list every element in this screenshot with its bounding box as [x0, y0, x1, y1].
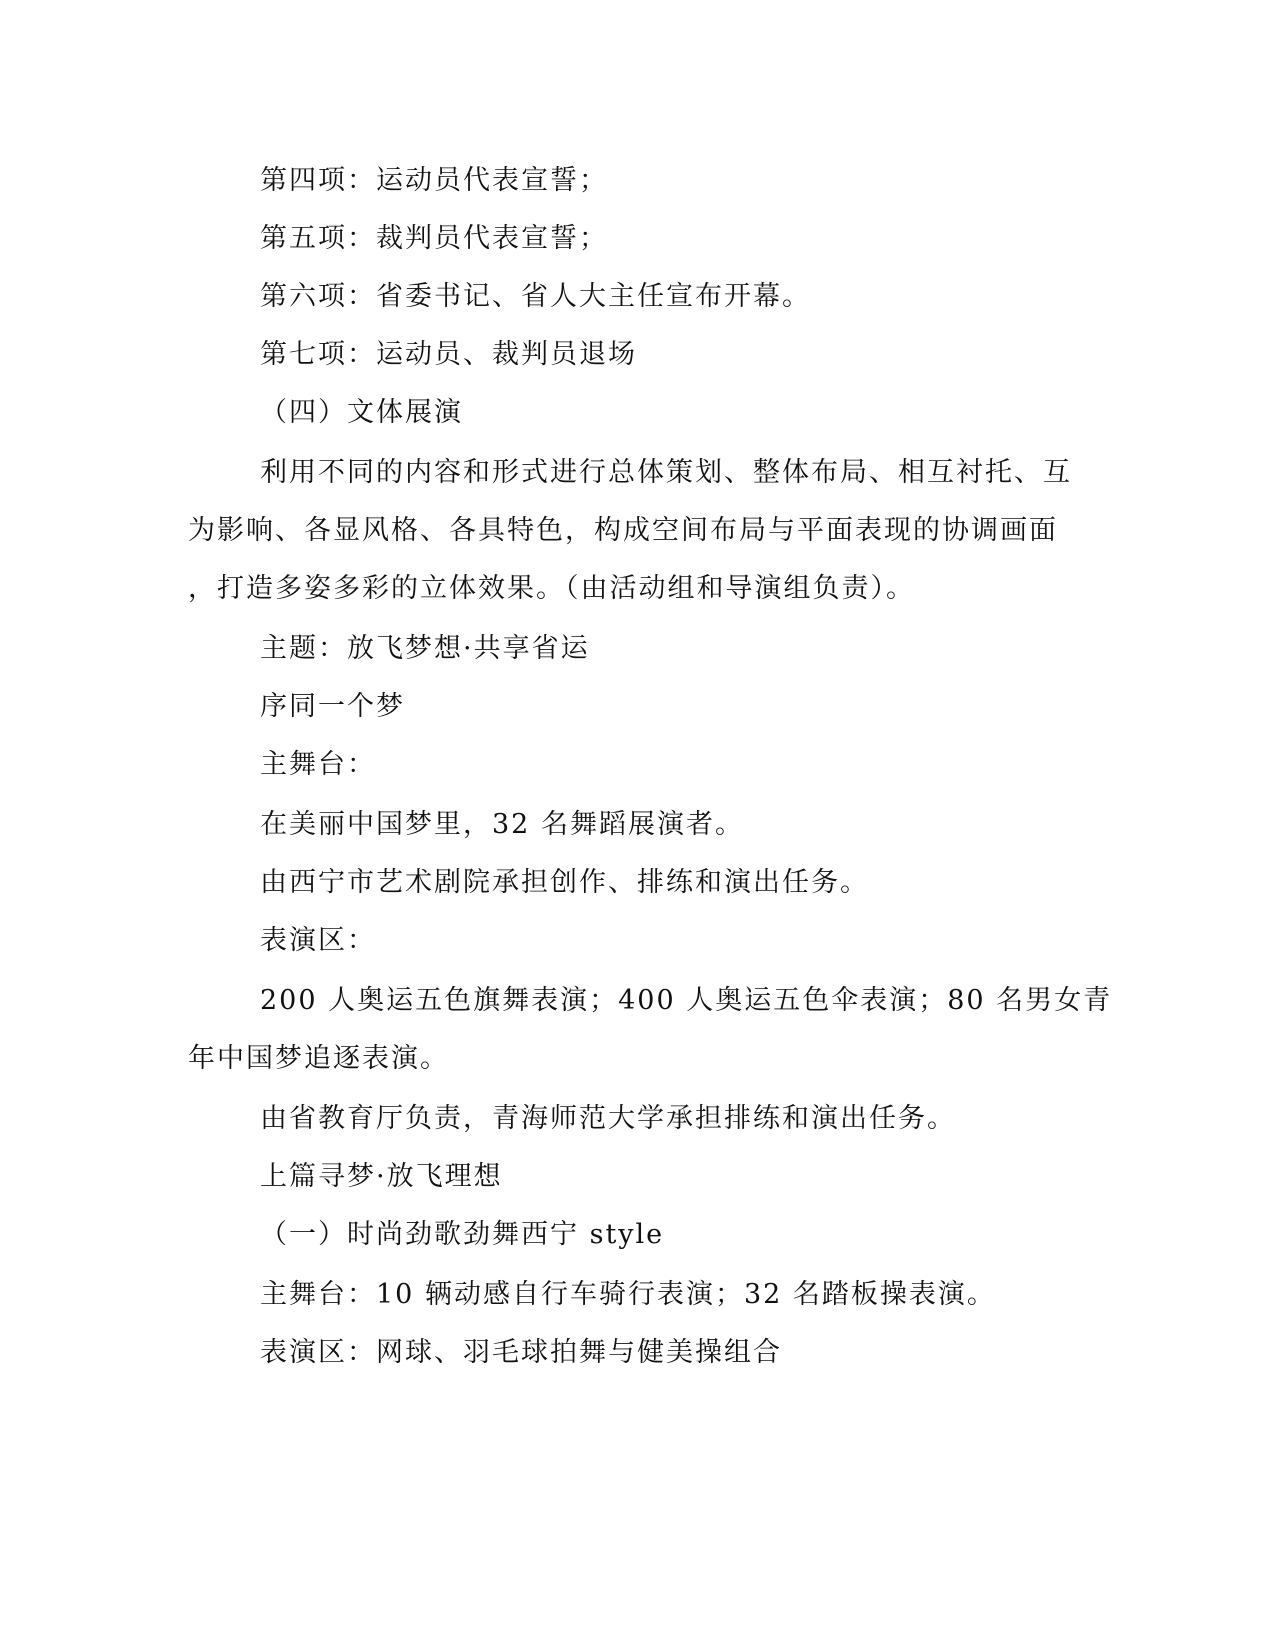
paragraph-line: 200 人奥运五色旗舞表演；400 人奥运五色伞表演；80 名男女青 [260, 985, 1113, 1016]
text-line: 由西宁市艺术剧院承担创作、排练和演出任务。 [260, 867, 869, 898]
paragraph-line: 为影响、各显风格、各具特色，构成空间布局与平面表现的协调画面 [188, 515, 1058, 546]
text-line: 主舞台：10 辆动感自行车骑行表演；32 名踏板操表演。 [260, 1279, 996, 1310]
section-heading: （四）文体展演 [260, 397, 463, 428]
section-heading: （一）时尚劲歌劲舞西宁 style [260, 1219, 665, 1250]
text-line: 主题：放飞梦想·共享省运 [260, 633, 590, 664]
text-line: 在美丽中国梦里，32 名舞蹈展演者。 [260, 809, 744, 840]
text-line: 表演区： [260, 925, 376, 956]
text-line: 第七项：运动员、裁判员退场 [260, 339, 637, 370]
text-line: 序同一个梦 [260, 691, 405, 722]
text-line: 上篇寻梦·放飞理想 [260, 1161, 503, 1192]
text-line: 第四项：运动员代表宣誓； [260, 165, 608, 196]
text-line: 第六项：省委书记、省人大主任宣布开幕。 [260, 281, 811, 312]
text-line: 主舞台： [260, 749, 376, 780]
text-line: 表演区：网球、羽毛球拍舞与健美操组合 [260, 1337, 782, 1368]
paragraph-line: 利用不同的内容和形式进行总体策划、整体布局、相互衬托、互 [260, 457, 1072, 488]
text-line: 第五项：裁判员代表宣誓； [260, 223, 608, 254]
paragraph-line: ，打造多姿多彩的立体效果。（由活动组和导演组负责）。 [188, 573, 915, 604]
paragraph-line: 年中国梦追逐表演。 [188, 1043, 449, 1074]
text-line: 由省教育厅负责，青海师范大学承担排练和演出任务。 [260, 1103, 956, 1134]
